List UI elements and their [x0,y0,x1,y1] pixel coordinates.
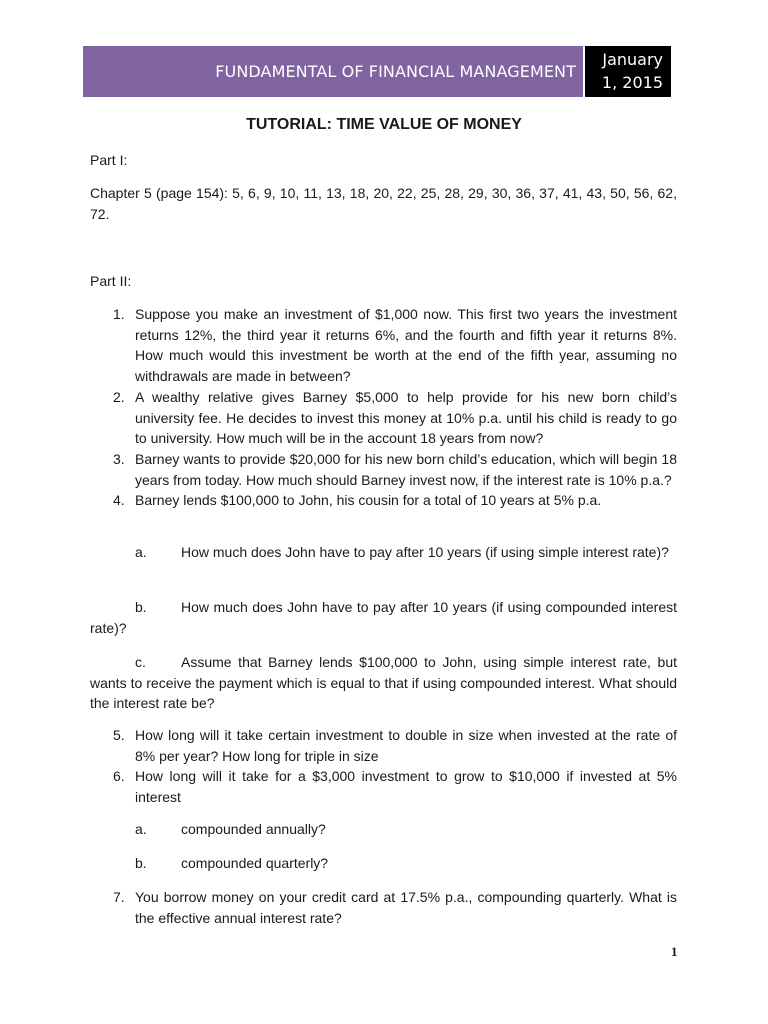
question-3 [90,449,677,490]
header-date [585,46,671,97]
question-1 [90,304,677,387]
sub-text: How much does John have to pay after 10 years (if using simple interest rate)? [181,544,669,560]
sub-label: c. [135,654,146,670]
question-number: 3. [113,450,125,467]
part2-heading: Part II: [90,273,132,289]
question-text: You borrow money on your credit card at 17.5% p.a., compounding quarterly. What is the effective annual interest rate? [135,889,677,926]
question-text: Barney lends $100,000 to John, his cousin for a total of 10 years at 5% p.a. [135,492,602,509]
question-7 [90,887,677,928]
sub-label: b. [135,855,147,871]
question-list-1-4 [90,304,677,511]
question-text: Suppose you make an investment of $1,000 now. This first two years the investment returns 12%, the third year it returns 6%, and the fourth and fifth year it returns 8%. How much would this investment be worth at the end of the fifth year, assuming no withdrawals are made in between? [135,306,677,385]
question-list-7 [90,887,677,928]
sub-text: compounded annually? [181,821,326,837]
document-title: TUTORIAL: TIME VALUE OF MONEY [246,116,522,133]
sub-label: a. [135,544,147,560]
page-header [83,46,671,97]
question-4 [90,490,677,511]
header-date-line1: January [602,50,663,69]
question-6b [135,853,328,874]
page-number: 1 [671,944,678,959]
question-number: 4. [113,492,125,509]
question-4a [90,542,677,563]
question-text: Barney wants to provide $20,000 for his new born child’s education, which will begin 18 years from today. How much should Barney invest now, if the interest rate is 10% p.a.? [135,450,677,488]
question-number: 6. [113,768,125,785]
sub-text: Assume that Barney lends $100,000 to John, using simple interest rate, but wants to receive the payment which is equal to that if using compounded interest. What should the interest rate be? [90,654,677,712]
question-number: 5. [113,727,125,743]
sub-text: compounded quarterly? [181,855,329,871]
part1-text: Chapter 5 (page 154): 5, 6, 9, 10, 11, 13, 18, 20, 22, 25, 28, 29, 30, 36, 37, 41, 43, 50, 56, 62, 72. [90,185,677,222]
question-6 [90,766,677,807]
sub-label: a. [135,821,147,837]
question-4c [90,652,677,714]
question-number: 1. [113,306,125,322]
question-2 [90,387,677,449]
question-text: A wealthy relative gives Barney $5,000 to help provide for his new born child’s university fee. He decides to invest this money at 10% p.a. until his child is ready to go to university. How much will be in the account 18 years from now? [135,388,677,447]
question-number: 2. [113,388,125,405]
question-list-5-6 [90,725,677,808]
question-number: 7. [113,889,125,905]
sub-text: How much does John have to pay after 10 years (if using compounded interest rate)? [90,599,677,636]
question-4b [90,597,677,638]
sub-label: b. [135,599,147,615]
part1-heading: Part I: [90,152,128,168]
header-date-line2: 1, 2015 [601,73,663,92]
header-title: FUNDAMENTAL OF FINANCIAL MANAGEMENT [83,46,583,97]
question-text: How long will it take for a $3,000 investment to grow to $10,000 if invested at 5% interest [135,768,677,806]
question-6a [135,819,326,840]
question-text: How long will it take certain investment to double in size when invested at the rate of 8% per year? How long for triple in size [135,727,677,764]
question-5 [90,725,677,766]
